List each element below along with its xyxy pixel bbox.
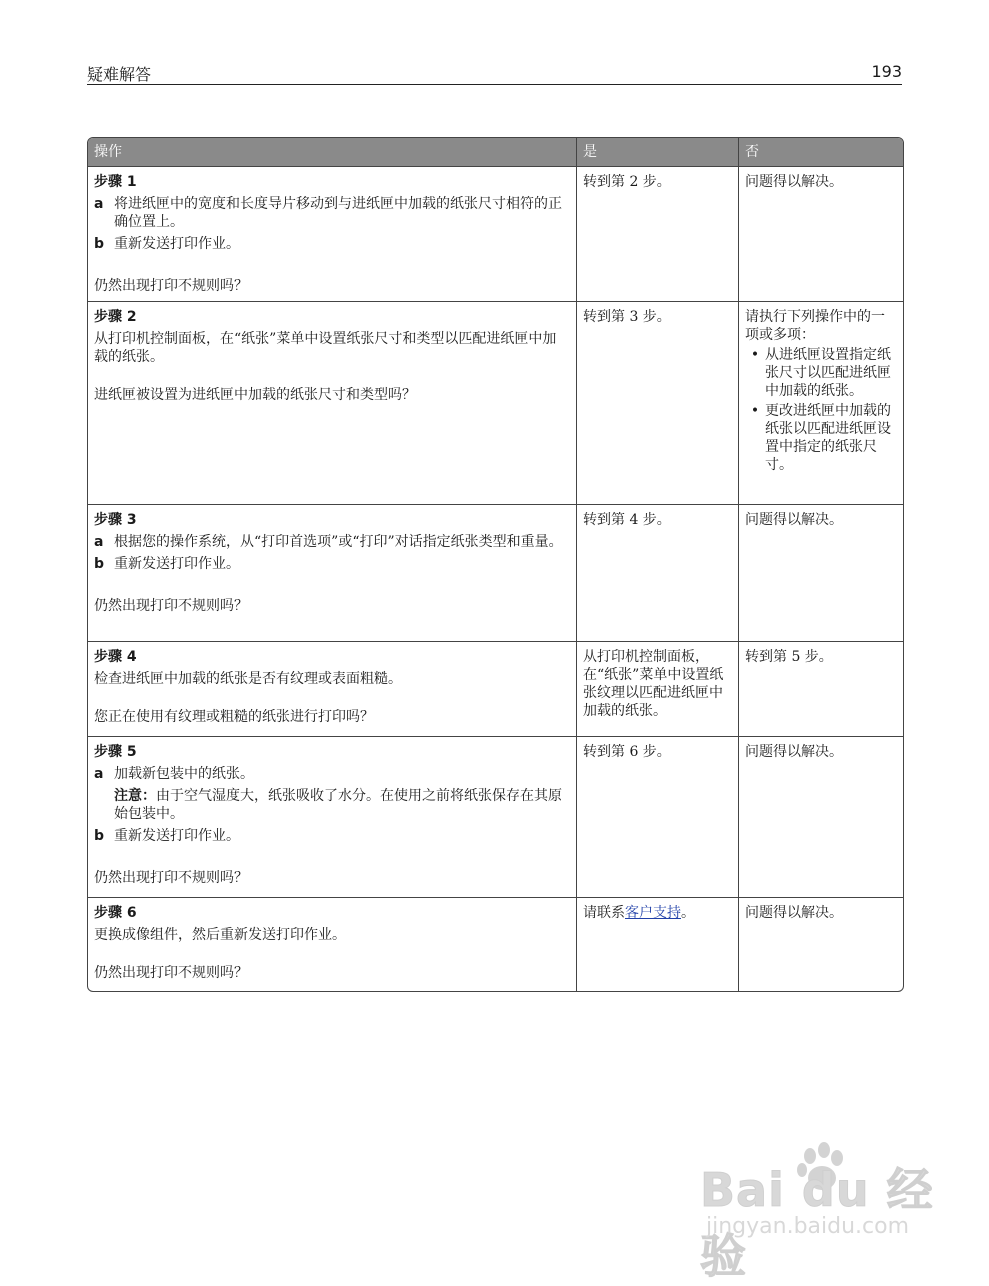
yes-cell: 转到第 3 步。: [576, 302, 738, 504]
no-cell: 问题得以解决。: [738, 737, 903, 897]
page-header: [87, 62, 902, 85]
step-title: 步骤 5: [94, 744, 137, 760]
sub-step-letter: a: [94, 196, 104, 212]
sub-step-text: 重新发送打印作业。: [114, 236, 240, 252]
yes-cell: 转到第 6 步。: [576, 737, 738, 897]
list-item-text: 更改进纸匣中加载的纸张以匹配进纸匣设置中指定的纸张尺寸。: [765, 403, 891, 473]
list-item: [745, 346, 897, 400]
yes-cell: 转到第 2 步。: [576, 167, 738, 301]
yes-prefix: 请联系: [583, 905, 625, 921]
no-cell: [738, 302, 903, 504]
table-row: [88, 736, 903, 897]
step-description: 检查进纸匣中加载的纸张是否有纹理或表面粗糙。: [94, 671, 402, 687]
table-row: [88, 897, 903, 991]
page-title: 疑难解答: [87, 65, 152, 84]
table-row: [88, 641, 903, 736]
watermark-url: jingyan.baidu.com: [706, 1214, 910, 1239]
no-cell: 转到第 5 步。: [738, 642, 903, 736]
step-question: 进纸匣被设置为进纸匣中加载的纸张尺寸和类型吗？: [94, 387, 416, 403]
no-cell: 问题得以解决。: [738, 505, 903, 641]
step-question: 仍然出现打印不规则吗？: [94, 598, 248, 614]
action-cell: [88, 737, 576, 897]
yes-suffix: 。: [681, 905, 695, 921]
action-cell: [88, 898, 576, 991]
no-cell: 问题得以解决。: [738, 898, 903, 991]
yes-cell: 转到第 4 步。: [576, 505, 738, 641]
sub-step-text: 重新发送打印作业。: [114, 556, 240, 572]
yes-cell: [576, 898, 738, 991]
bullet-icon: •: [750, 403, 760, 419]
sub-step-letter: b: [94, 828, 105, 844]
column-header-yes: 是: [576, 138, 738, 166]
sub-step: [94, 555, 570, 573]
column-header-no: 否: [738, 138, 903, 166]
step-title: 步骤 4: [94, 649, 137, 665]
sub-step: [94, 235, 570, 253]
no-intro: 请执行下列操作中的一项或多项：: [745, 309, 885, 343]
table-header-row: [88, 138, 903, 166]
note: [114, 787, 570, 823]
troubleshooting-table: [87, 137, 904, 992]
action-cell: [88, 505, 576, 641]
sub-step-text: 将进纸匣中的宽度和长度导片移动到与进纸匣中加载的纸张尺寸相符的正确位置上。: [114, 196, 562, 230]
sub-step: [94, 533, 570, 551]
sub-step: [94, 195, 570, 231]
action-cell: [88, 167, 576, 301]
sub-step-letter: a: [94, 766, 104, 782]
step-question: 仍然出现打印不规则吗？: [94, 870, 248, 886]
step-question: 仍然出现打印不规则吗？: [94, 278, 248, 294]
list-item-text: 从进纸匣设置指定纸张尺寸以匹配进纸匣中加载的纸张。: [765, 347, 891, 399]
step-question: 仍然出现打印不规则吗？: [94, 965, 248, 981]
action-cell: [88, 302, 576, 504]
sub-step-letter: b: [94, 236, 105, 252]
step-title: 步骤 1: [94, 174, 137, 190]
sub-step-text: 重新发送打印作业。: [114, 828, 240, 844]
no-cell: 问题得以解决。: [738, 167, 903, 301]
step-description: 更换成像组件，然后重新发送打印作业。: [94, 927, 346, 943]
baidu-jingyan-watermark: [700, 1140, 940, 1283]
sub-step: [94, 765, 570, 783]
list-item: [745, 402, 897, 474]
bullet-icon: •: [750, 347, 760, 363]
sub-step: [94, 827, 570, 845]
watermark-logo: Bai du 经验: [700, 1163, 934, 1283]
sub-step-text: 加载新包装中的纸张。: [114, 766, 254, 782]
step-title: 步骤 2: [94, 309, 137, 325]
column-header-action: 操作: [94, 144, 122, 160]
yes-cell: 从打印机控制面板，在“纸张”菜单中设置纸张纹理以匹配进纸匣中加载的纸张。: [576, 642, 738, 736]
action-cell: [88, 642, 576, 736]
customer-support-link[interactable]: 客户支持: [625, 905, 681, 921]
table-row: [88, 301, 903, 504]
step-title: 步骤 6: [94, 905, 137, 921]
table-row: [88, 504, 903, 641]
note-label: 注意：: [114, 788, 156, 804]
step-question: 您正在使用有纹理或粗糙的纸张进行打印吗？: [94, 709, 374, 725]
sub-step-letter: b: [94, 556, 105, 572]
sub-step-text: 根据您的操作系统，从“打印首选项”或“打印”对话指定纸张类型和重量。: [114, 534, 563, 550]
step-description: 从打印机控制面板，在“纸张”菜单中设置纸张尺寸和类型以匹配进纸匣中加载的纸张。: [94, 331, 557, 365]
step-title: 步骤 3: [94, 512, 137, 528]
sub-step-letter: a: [94, 534, 104, 550]
note-text: 由于空气湿度大，纸张吸收了水分。在使用之前将纸张保存在其原始包装中。: [114, 788, 562, 822]
table-row: [88, 166, 903, 301]
page-number: 193: [871, 62, 902, 81]
